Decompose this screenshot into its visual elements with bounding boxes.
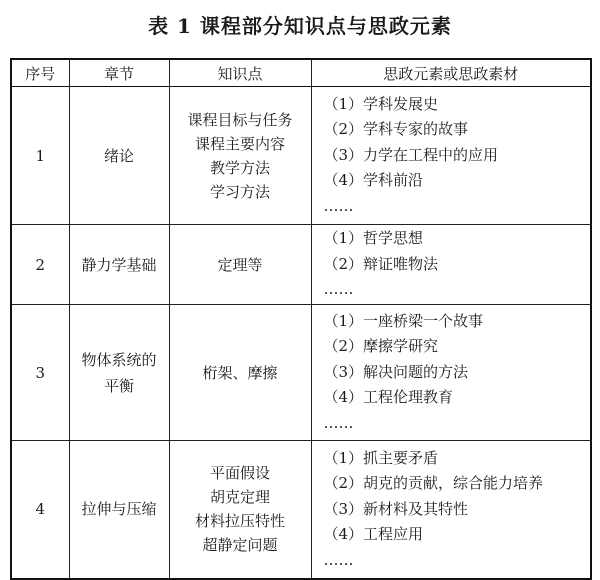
element-item: （4）学科前沿 bbox=[323, 171, 424, 190]
row-knowledge bbox=[169, 87, 311, 225]
knowledge-item: 平面假设 bbox=[209, 464, 270, 483]
chapter-line: 绪论 bbox=[103, 146, 134, 165]
row-knowledge bbox=[169, 441, 311, 579]
table-row bbox=[11, 87, 591, 225]
header-ideological-elements: 思政元素或思政素材 bbox=[311, 59, 591, 87]
element-ellipsis: …… bbox=[323, 550, 354, 569]
chapter-line: 静力学基础 bbox=[81, 255, 157, 274]
element-item: （2）学科专家的故事 bbox=[323, 120, 469, 139]
table-row bbox=[11, 441, 591, 579]
row-knowledge bbox=[169, 225, 311, 305]
knowledge-item: 课程主要内容 bbox=[194, 134, 285, 153]
element-ellipsis: …… bbox=[323, 196, 354, 215]
element-item: （1）学科发展史 bbox=[323, 94, 439, 113]
table-row bbox=[11, 225, 591, 305]
header-number: 序号 bbox=[11, 59, 69, 87]
knowledge-item: 超静定问题 bbox=[202, 536, 278, 555]
chapter-line: 拉伸与压缩 bbox=[81, 500, 157, 519]
knowledge-item: 课程目标与任务 bbox=[187, 110, 293, 129]
table-caption: 表 1 课程部分知识点与思政元素 bbox=[148, 14, 452, 38]
row-elements bbox=[311, 225, 591, 305]
element-item: （3）新材料及其特性 bbox=[323, 499, 469, 518]
element-item: （2）辩证唯物法 bbox=[323, 254, 439, 273]
chapter-line: 平衡 bbox=[103, 376, 134, 395]
row-chapter bbox=[69, 305, 169, 441]
row-number: 2 bbox=[11, 225, 69, 305]
element-item: （1）一座桥梁一个故事 bbox=[323, 311, 484, 330]
element-item: （2）胡克的贡献，综合能力培养 bbox=[323, 474, 544, 492]
element-item: （1）哲学思想 bbox=[323, 229, 424, 248]
row-number: 3 bbox=[11, 305, 69, 441]
chapter-line: 物体系统的 bbox=[81, 350, 157, 369]
knowledge-item: 学习方法 bbox=[209, 182, 270, 201]
element-item: （1）抓主要矛盾 bbox=[323, 448, 439, 467]
element-item: （2）摩擦学研究 bbox=[323, 337, 439, 356]
header-chapter: 章节 bbox=[69, 59, 169, 87]
element-item: （4）工程伦理教育 bbox=[323, 388, 454, 407]
row-elements bbox=[311, 87, 591, 225]
element-item: （4）工程应用 bbox=[323, 525, 424, 543]
element-item: （3）解决问题的方法 bbox=[323, 362, 469, 381]
row-number: 4 bbox=[11, 441, 69, 579]
element-item: （3）力学在工程中的应用 bbox=[323, 145, 499, 164]
knowledge-item: 教学方法 bbox=[209, 158, 270, 177]
row-chapter bbox=[69, 87, 169, 225]
row-number: 1 bbox=[11, 87, 69, 225]
row-chapter bbox=[69, 441, 169, 579]
element-ellipsis: …… bbox=[323, 413, 354, 432]
row-chapter bbox=[69, 225, 169, 305]
header-knowledge-points: 知识点 bbox=[169, 59, 311, 87]
knowledge-item: 胡克定理 bbox=[209, 488, 270, 507]
knowledge-item: 桁架、摩擦 bbox=[202, 363, 278, 382]
table-header-row bbox=[11, 59, 591, 87]
row-knowledge bbox=[169, 305, 311, 441]
row-elements bbox=[311, 305, 591, 441]
table-row bbox=[11, 305, 591, 441]
element-ellipsis: …… bbox=[323, 280, 354, 299]
knowledge-item: 定理等 bbox=[217, 255, 263, 274]
row-elements bbox=[311, 441, 591, 579]
knowledge-item: 材料拉压特性 bbox=[194, 512, 285, 531]
knowledge-elements-table bbox=[10, 58, 592, 580]
